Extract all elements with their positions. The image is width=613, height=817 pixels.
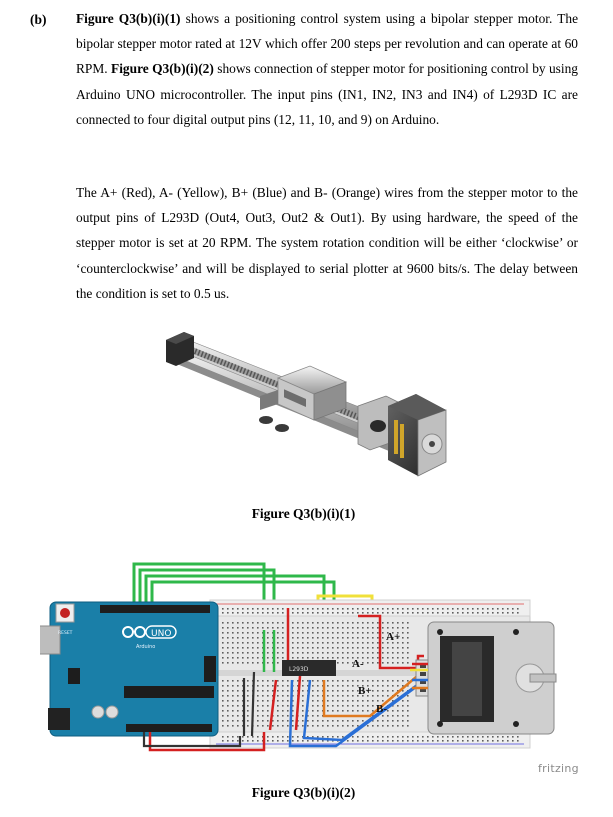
label-b-plus: B+ xyxy=(358,685,372,697)
paragraph-1-text-a: shows a positioning control system using a bipolar stepper motor. The bipolar stepper motor rated at 12V which offer 200 steps per revolution and can operate at 60 RPM. xyxy=(76,11,579,77)
stepper-motor xyxy=(410,622,556,734)
arduino-uno-board xyxy=(40,602,218,736)
paragraph-1 xyxy=(76,6,578,132)
ic-label: L293D xyxy=(289,666,309,673)
l293d-ic xyxy=(282,660,336,676)
paragraph-1-text-b: shows connection of stepper motor for positioning control by using Arduino UNO microcontroller. The input pins (IN1, IN2, IN3 and IN4) of L293D IC are connected to four digital output pins (12, 11, 10, and 9) on Arduino. xyxy=(76,61,579,127)
figure-1-caption: Figure Q3(b)(i)(1) xyxy=(251,506,356,521)
wiring-diagram xyxy=(40,560,585,760)
reset-button[interactable] xyxy=(60,608,70,618)
label-a-plus: A+ xyxy=(386,631,401,643)
figure-ref-1: Figure Q3(b)(i)(1) xyxy=(76,11,181,26)
board-uno-label: UNO xyxy=(151,629,172,639)
reset-label: RESET xyxy=(58,631,73,636)
figure-2-caption: Figure Q3(b)(i)(2) xyxy=(251,785,356,800)
figure-ref-2: Figure Q3(b)(i)(2) xyxy=(111,61,214,77)
question-part-label: (b) xyxy=(30,12,47,27)
label-a-minus: A- xyxy=(352,658,364,670)
fritzing-watermark: fritzing xyxy=(538,762,579,775)
label-b-minus: B- xyxy=(376,703,387,715)
paragraph-2: The A+ (Red), A- (Yellow), B+ (Blue) and B- (Orange) wires from the stepper motor to the output pins of L293D (Out4, Out3, Out2 & Out1). By using hardware, the speed of the stepper motor is set at 20 RPM. The system rotation condition will be either ‘clockwise’ or ‘counterclockwise’ and will be displayed to serial plotter at 9600 bits/s. The delay between the condition is set to 0.5 us. xyxy=(76,185,578,301)
board-brand-label: Arduino xyxy=(136,644,156,650)
linear-stage-photo xyxy=(160,322,455,500)
